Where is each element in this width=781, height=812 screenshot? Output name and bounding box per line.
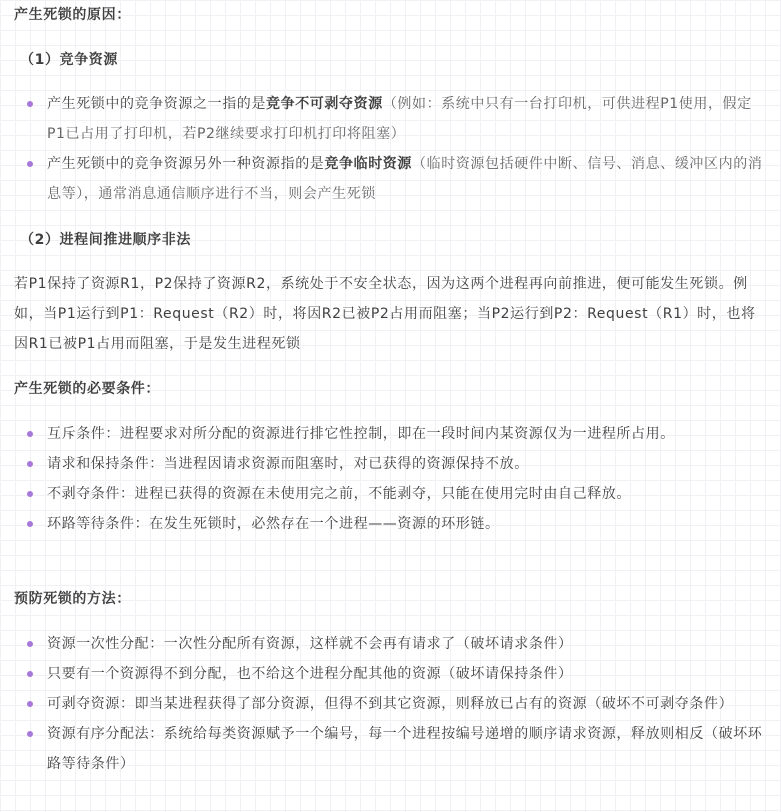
prevention-list (0, 629, 781, 779)
item-note: （临时资源包括硬件中断、信号、消息、缓冲区内的消息等），通常消息通信顺序进行不当，则会产生死锁 (47, 156, 763, 202)
heading-necessary-conditions: 产生死锁的必要条件： (14, 381, 160, 397)
list-item (0, 149, 781, 209)
item-bold-term: 竞争不可剥夺资源 (266, 96, 383, 112)
heading-deadlock-causes: 产生死锁的原因： (14, 7, 131, 23)
list-item: 不剥夺条件：进程已获得的资源在未使用完之前，不能剥夺，只能在使用完时由自己释放。 (0, 479, 781, 509)
illegal-order-paragraph: 若P1保持了资源R1，P2保持了资源R2，系统处于不安全状态，因为这两个进程再向前推进，便可能发生死锁。例如，当P1运行到P1：Request（R2）时，将因R2已被P2占用而阻塞；当P2运行到P2：Request（R1）时，也将因R1已被P1占用而阻塞，于是发生进程死锁 (14, 276, 756, 352)
list-item (0, 89, 781, 149)
resource-competition-list (0, 89, 781, 209)
list-item: 只要有一个资源得不到分配，也不给这个进程分配其他的资源（破坏请保持条件） (0, 659, 781, 689)
item-text: 产生死锁中的竞争资源之一指的是 (47, 96, 266, 112)
item-note: （例如：系统中只有一台打印机，可供进程P1使用，假定P1已占用了打印机，若P2继续要求打印机打印将阻塞） (47, 96, 752, 142)
item-bold-term: 竞争临时资源 (324, 156, 413, 172)
subheading-resource-competition: （1）竞争资源 (20, 52, 118, 68)
conditions-list (0, 419, 781, 539)
list-item: 互斥条件：进程要求对所分配的资源进行排它性控制，即在一段时间内某资源仅为一进程所占用。 (0, 419, 781, 449)
list-item: 资源一次性分配：一次性分配所有资源，这样就不会再有请求了（破坏请求条件） (0, 629, 781, 659)
list-item: 请求和保持条件：当进程因请求资源而阻塞时，对已获得的资源保持不放。 (0, 449, 781, 479)
list-item: 环路等待条件：在发生死锁时，必然存在一个进程——资源的环形链。 (0, 509, 781, 539)
item-text: 产生死锁中的竞争资源另外一种资源指的是 (47, 156, 325, 172)
list-item: 资源有序分配法：系统给每类资源赋予一个编号，每一个进程按编号递增的顺序请求资源，释放则相反（破坏环路等待条件） (0, 719, 781, 779)
list-item: 可剥夺资源：即当某进程获得了部分资源，但得不到其它资源，则释放已占有的资源（破坏不可剥夺条件） (0, 689, 781, 719)
heading-prevention-methods: 预防死锁的方法： (14, 591, 131, 607)
subheading-illegal-order: （2）进程间推进顺序非法 (20, 232, 191, 248)
